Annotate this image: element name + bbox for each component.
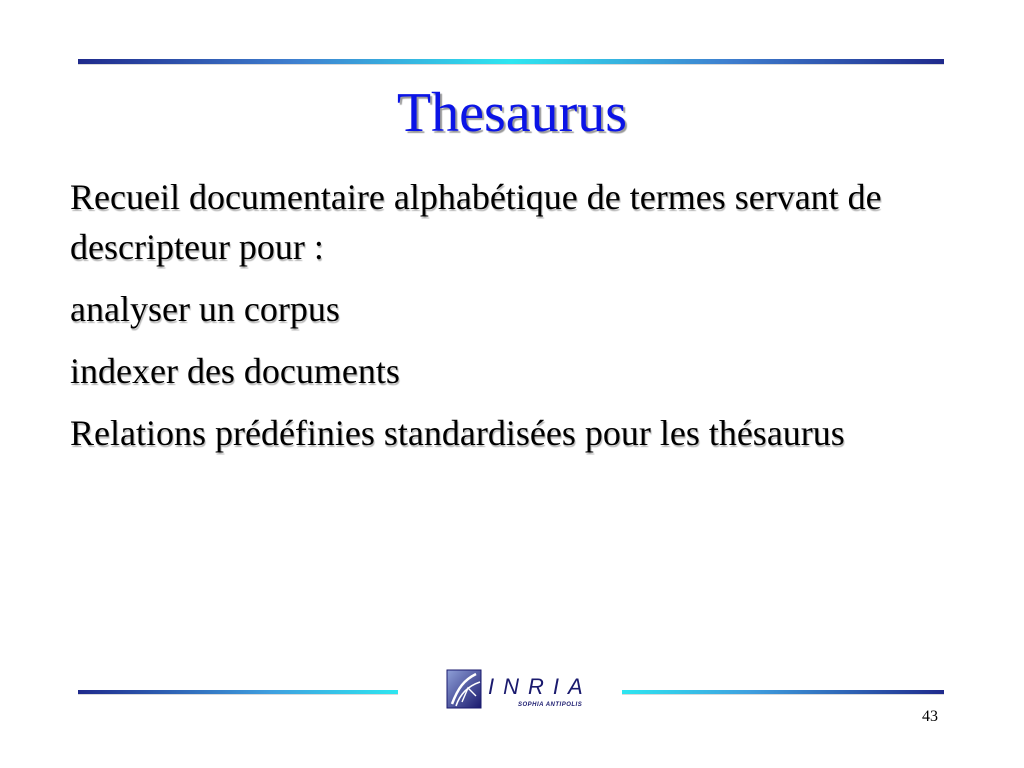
top-divider — [78, 59, 944, 64]
footer-divider-right — [622, 690, 944, 694]
slide-footer — [0, 660, 1024, 760]
slide-body — [70, 172, 950, 470]
inria-logo-icon — [446, 666, 486, 710]
body-paragraph: Recueil documentaire alphabétique de termes servant de descripteur pour : — [70, 177, 882, 267]
slide-title: Thesaurus — [396, 82, 628, 144]
page-number: 43 — [922, 708, 938, 725]
logo-subtitle: SOPHIA ANTIPOLIS — [518, 702, 583, 708]
footer-divider-left — [78, 690, 398, 694]
body-paragraph: Relations prédéfinies standardisées pour les thésaurus — [70, 413, 845, 453]
inria-logo — [446, 666, 606, 716]
body-paragraph: indexer des documents — [70, 351, 400, 391]
body-paragraph: analyser un corpus — [70, 289, 340, 329]
logo-wordmark: INRIA — [488, 674, 592, 699]
